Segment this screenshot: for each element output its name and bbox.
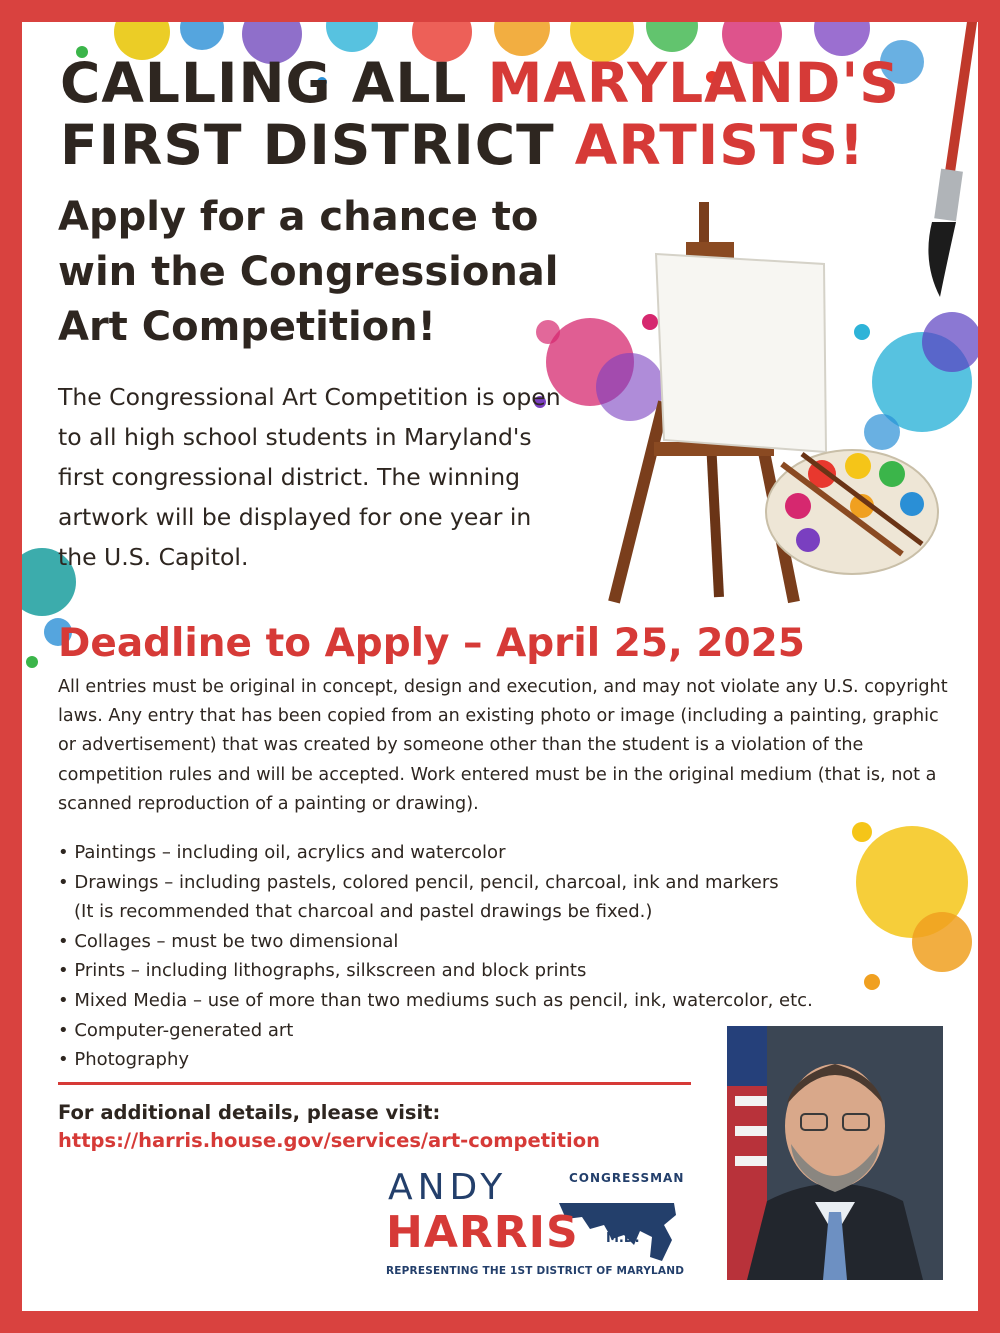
congressman-portrait bbox=[727, 1026, 943, 1280]
list-item: • Mixed Media – use of more than two mediums such as pencil, ink, watercolor, etc. bbox=[58, 989, 813, 1011]
congressman-logo bbox=[384, 1167, 684, 1287]
list-item: • Drawings – including pastels, colored pencil, pencil, charcoal, ink and markers bbox=[58, 871, 779, 893]
headline-line-2-plain: FIRST DISTRICT bbox=[60, 113, 575, 177]
intro-paragraph: The Congressional Art Competition is open to all high school students in Maryland's first congressional district. The winning artwork will be displayed for one year in the U.S. Capitol. bbox=[58, 383, 561, 571]
details-label: For additional details, please visit: bbox=[58, 1101, 441, 1124]
list-item: • Prints – including lithographs, silkscreen and block prints bbox=[58, 960, 587, 982]
headline-line-2-accent: ARTISTS! bbox=[574, 113, 866, 177]
logo-tagline: REPRESENTING THE 1ST DISTRICT OF MARYLAND bbox=[386, 1265, 685, 1277]
divider bbox=[58, 1082, 691, 1085]
logo-first-name: ANDY bbox=[388, 1167, 508, 1208]
list-item: • Paintings – including oil, acrylics and watercolor bbox=[58, 842, 506, 863]
list-item-note: (It is recommended that charcoal and pastel drawings be fixed.) bbox=[74, 901, 653, 923]
headline-line-1-accent: MARYLAND'S bbox=[487, 51, 900, 115]
paint-palette-icon bbox=[762, 444, 962, 584]
list-item: • Photography bbox=[58, 1049, 190, 1071]
subheadline: Apply for a chance to win the Congressional Art Competition! bbox=[58, 194, 559, 350]
list-item: • Computer-generated art bbox=[58, 1019, 294, 1041]
logo-last-name: HARRIS bbox=[386, 1207, 579, 1258]
details-link[interactable]: https://harris.house.gov/services/art-competition bbox=[58, 1129, 600, 1152]
headline-line-1-plain: CALLING ALL bbox=[60, 51, 488, 115]
headline bbox=[60, 52, 960, 176]
headline-line-1 bbox=[60, 52, 960, 114]
rules-paragraph: All entries must be original in concept, design and execution, and may not violate any U.S. copyright laws. Any entry that has been copied from an existing photo or image (including a painting, graphic or advertisement) that was created by someone other than the student is a violation of the competition rules and will be accepted. Work entered must be in the original medium (that is, not a scanned reproduction of a painting or drawing). bbox=[58, 677, 948, 814]
logo-title: CONGRESSMAN bbox=[569, 1171, 685, 1185]
list-item: • Collages – must be two dimensional bbox=[58, 930, 399, 952]
logo-suffix: M.D. bbox=[606, 1231, 640, 1246]
deadline-heading: Deadline to Apply – April 25, 2025 bbox=[58, 621, 805, 666]
headline-line-2 bbox=[60, 114, 960, 176]
